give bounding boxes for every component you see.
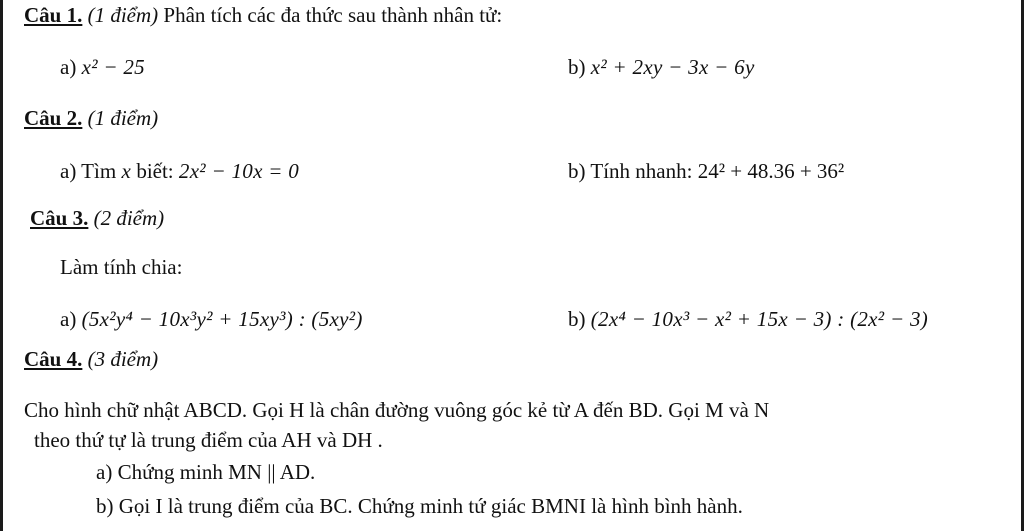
q3-b-label: b) xyxy=(568,307,586,331)
q3-heading xyxy=(30,205,164,231)
q2-title: Câu 2. xyxy=(24,106,83,130)
q2-a-expression: 2x² − 10x = 0 xyxy=(178,159,300,183)
q1-part-a xyxy=(60,54,145,80)
q4-title: Câu 4. xyxy=(24,347,83,371)
q3-part-b xyxy=(568,306,928,332)
q1-heading xyxy=(24,2,502,28)
q1-b-label: b) xyxy=(568,55,586,79)
q4-heading xyxy=(24,346,158,372)
q1-instruction: Phân tích các đa thức sau thành nhân tử: xyxy=(163,3,503,27)
q3-a-expression: (5x²y⁴ − 10x³y² + 15xy³) : (5xy²) xyxy=(81,307,363,331)
q2-b-expression: 24² + 48.36 + 36² xyxy=(697,159,845,183)
left-border xyxy=(0,0,3,531)
q4-a-label: a) xyxy=(96,460,113,484)
q1-a-expression: x² − 25 xyxy=(81,55,145,79)
q1-part-b xyxy=(568,54,755,80)
q4-part-b xyxy=(96,493,743,519)
q4-problem-line-1: Cho hình chữ nhật ABCD. Gọi H là chân đường vuông góc kẻ từ A đến BD. Gọi M và N xyxy=(24,398,770,422)
q2-a-variable: x xyxy=(121,159,132,183)
q2-a-word: biết: xyxy=(136,159,174,183)
q3-instruction: Làm tính chia: xyxy=(60,255,183,279)
q4-problem-line-2: theo thứ tự là trung điểm của AH và DH . xyxy=(34,428,383,452)
q3-b-expression: (2x⁴ − 10x³ − x² + 15x − 3) : (2x² − 3) xyxy=(590,307,929,331)
q1-b-expression: x² + 2xy − 3x − 6y xyxy=(590,55,755,79)
q3-title: Câu 3. xyxy=(30,206,89,230)
q1-a-label: a) xyxy=(60,55,77,79)
q4-a-text: Chứng minh MN || AD. xyxy=(117,460,316,484)
q3-part-a xyxy=(60,306,363,332)
q4-b-label: b) xyxy=(96,494,114,518)
q2-heading xyxy=(24,105,158,131)
q3-a-label: a) xyxy=(60,307,77,331)
q4-b-text: Gọi I là trung điểm của BC. Chứng minh tứ giác BMNI là hình bình hành. xyxy=(118,494,743,518)
q2-part-a xyxy=(60,158,299,184)
q2-a-label: a) Tìm xyxy=(60,159,117,183)
q1-points: (1 điểm) xyxy=(87,3,159,27)
q2-part-b xyxy=(568,158,844,184)
q2-points: (1 điểm) xyxy=(87,106,159,130)
q2-b-label: b) Tính nhanh: xyxy=(568,159,693,183)
q4-part-a xyxy=(96,459,315,485)
q1-title: Câu 1. xyxy=(24,3,83,27)
q4-points: (3 điểm) xyxy=(87,347,159,371)
q3-points: (2 điểm) xyxy=(93,206,165,230)
